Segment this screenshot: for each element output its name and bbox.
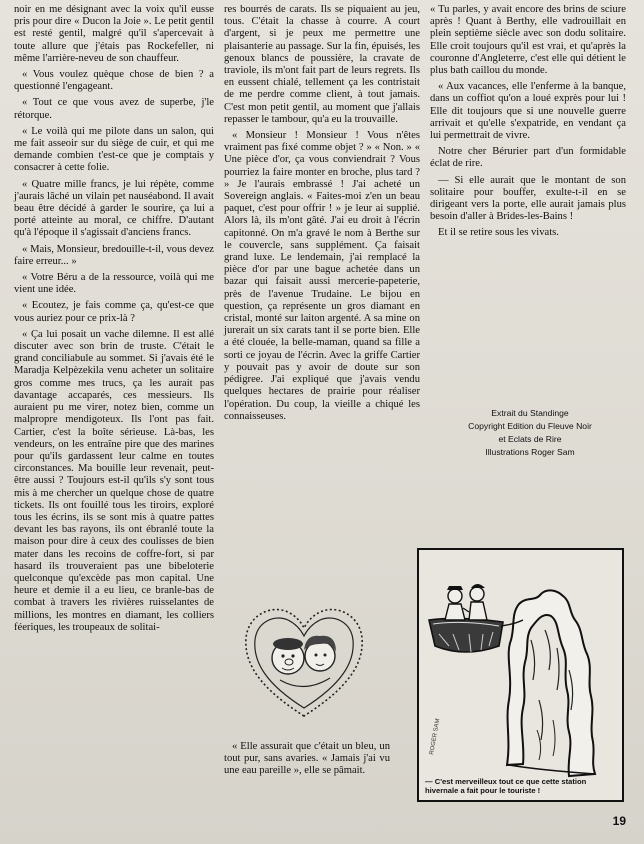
paragraph: « Elle assurait que c'était un bleu, un tout pur, sans avaries. « Jamais j'ai vu une eau pareille », elle se pâmait. <box>224 741 390 777</box>
page-number: 19 <box>612 814 626 828</box>
paragraph: « Vous voulez quèque chose de bien ? a questionné l'engageant. <box>14 69 214 93</box>
credit-line: Illustrations Roger Sam <box>485 447 575 457</box>
cartoon-illustration <box>419 550 622 800</box>
paragraph: Et il se retire sous les vivats. <box>438 227 559 239</box>
paragraph: « Le voilà qui me pilote dans un salon, qui me fait asseoir sur du siège de cuir, et qui me demande combien t'est-ce que je comptais y consacrer à cette folie. <box>14 125 214 174</box>
text-column-2-closing <box>224 741 390 782</box>
paragraph: « Ecoutez, je fais comme ça, qu'est-ce que vous auriez pour ce prix-là ? <box>14 300 214 324</box>
cartoon-caption: — C'est merveilleux tout ce que cette station hivernale a fait pour le touriste ! <box>425 777 587 795</box>
paragraph: « Ça lui posait un vache dilemne. Il est allé discuter avec son brin de truste. C'était le grand conciliabule au sommet. Si j'avais été le Maradja Kelpèzekila venu acheter un solitaire gros comme mes trucs, ça les aurait pas davantage accaparés, ces messieurs. Ils auraient pu me virer, notez bien, comme un malpropre mendigoteux. Ils l'ont pas fait. Cartier, c'est la boîte sérieuse. Là-bas, les vendeurs, on les entraîne pire que des marines pour qu'ils gardassent leur calme en toutes circonstances. Ma bouille leur revenait, peut-être aussi ? Toujours est-il qu'ils s'y sont tous mis à me chercher un quelque chose de quatre tickets. Ils ont fouillé tous les tiroirs, exploré tous les écrins, ils se sont mis à quatre pattes devant les bas rayons, ils ont ébranlé toute la maison pour dire à ceux des coulisses de bien mater dans les recoins de coffre-fort, si par hasard ils trouveraient pas une bibeloterie quelconque qu'excède pas mon capital. Une heure et demie il a eu lieu, ce branle-bas de combat à travers les rivières ruisselantes de millions, les montres en diamant, les colliers féeriques, les troupeaux de solitai- <box>14 328 214 633</box>
paragraph: « Monsieur ! Monsieur ! Vous n'êtes vraiment pas fixé comme objet ? » « Non. » « Une pièce d'or, ça vous conviendrait ? Vous pourriez la faire monter en broche, plus tard ? » Je l'aurais embrassé ! J'ai acheté un Sovereign anglais. « Faites-moi z'en un beau paquet, c'est pour offrir ! » je leur ai supplié. Alors là, ils m'ont gâté. J'ai eu droit à l'écrin capitonné. On m'a gravé le nom à Berthe sur le couvercle, sans supplément. Ça faisait grand luxe. Le lendemain, j'ai remplacé la pièce d'or par une bague achetée dans un bazar qui faisait aussi mercerie-papeterie, près de l'avenue Trudaine. Le bijou en question, ça représente un gros diamant en cristal, monté sur laiton argenté. A sa mine on jurerait un six carats tant il se porte bien. Elle a été clouée, la belle-maman, quand sa fille a sorti ce joyau de l'écrin. Avec la griffe Cartier y pouvait pas y avoir de doute sur son pédigree. J'ai expliqué que j'avais vendu quelques hectares de prairie pour réaliser l'opération. Du coup, la vieille a chiqué les connaisseuses. <box>224 130 420 422</box>
credit-line: Extrait du Standinge <box>491 408 569 418</box>
credit-line: et Eclats de Rire <box>498 434 562 444</box>
heart-couple-illustration <box>240 598 368 726</box>
paragraph: « Votre Béru a de la ressource, voilà qui me vient une idée. <box>14 272 214 296</box>
paragraph: res bourrés de carats. Ils se piquaient au jeu, tous. C'était la chasse à courre. A court d'argent, si je peux me permettre une plaisanterie au passage. Sur la fin, épuisés, les genoux blancs de poussière, la cravate de traviole, ils m'ont fait part de leurs regrets. Ils en eussent chialé, tellement ça les contristait de me perdre comme client, à tout jamais. C'est mon petit gentil, au moment que j'allais repasser le tambour, qu'a eu la trouvaille. <box>224 4 420 125</box>
paragraph: « Tout ce que vous avez de superbe, j'le rétorque. <box>14 97 214 121</box>
credits-block <box>436 407 624 459</box>
paragraph: Notre cher Bérurier part d'un formidable éclat de rire. <box>430 146 626 170</box>
text-column-3 <box>430 4 626 244</box>
paragraph: « Mais, Monsieur, bredouille-t-il, vous devez faire erreur... » <box>14 243 214 267</box>
paragraph: noir en me désignant avec la voix qu'il eusse pris pour dire « Ducon la Joie ». Le petit gentil est resté gentil, malgré qu'il s'apercevait à toute allure que j'étais pas Rockefeller, ni même l'arrière-neveu de son chauffeur. <box>14 4 214 64</box>
paragraph: « Quatre mille francs, je lui répète, comme j'aurais lâché un vilain pet nauséabond. Il avait beau être décidé à garder le sourire, ça lui a porté atteinte au moral, ce chiffre. D'autant qu'à l'époque il s'agissait d'anciens francs. <box>14 178 214 239</box>
text-column-2 <box>224 4 420 427</box>
credit-line: Copyright Edition du Fleuve Noir <box>468 421 592 431</box>
text-column-1 <box>14 4 214 638</box>
paragraph: « Tu parles, y avait encore des brins de sciure après ! Quant à Berthy, elle vadrouillait en plein septième siècle avec son dodu solitaire. Elle croit toujours qu'il est vrai, et qu'après la couronne d'Angleterre, c'est elle qui détient le plus bath caillou du monde. <box>430 4 626 77</box>
cartoon-frame <box>417 548 624 802</box>
svg-text:ROGER SAM: ROGER SAM <box>429 718 442 756</box>
paragraph: « Aux vacances, elle l'enferme à la banque, dans un coffiot qu'on a loué exprès pour lui ! Elle dit toujours que si une nouvelle guerre arrivait et qu'elle s'expatride, en vendant ça lui permettrait de vivre. <box>430 81 626 142</box>
paragraph: — Si elle aurait que le montant de son solitaire pour bouffer, exulte-t-il en se dirigeant vers la porte, elle aurait jamais plus besoin d'aller à Brides-les-Bains ! <box>430 174 626 223</box>
